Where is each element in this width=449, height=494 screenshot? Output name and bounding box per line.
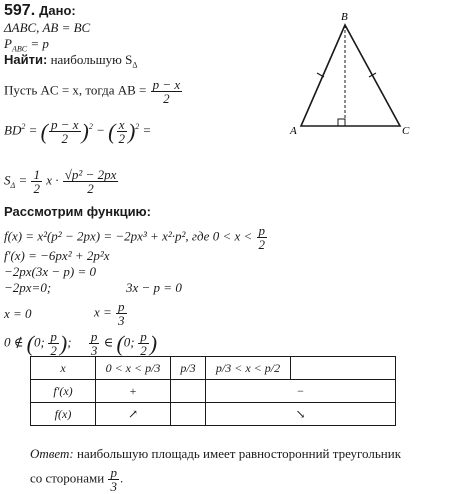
paren-open-2: ( <box>108 119 116 144</box>
derivative-line: f′(x) = −6px² + 2p²x <box>4 248 110 263</box>
let-num: p − x <box>152 77 181 92</box>
bd-minus: − <box>96 122 109 138</box>
table-cell <box>171 403 206 426</box>
answer-num: p <box>110 465 117 480</box>
mem-paren-2: ( <box>116 331 124 356</box>
problem-number <box>4 2 76 20</box>
triangle-figure <box>288 8 418 138</box>
membership-in: ∈ <box>100 334 117 350</box>
area-half-den: 2 <box>33 181 40 196</box>
mem-paren-2-close: ) <box>149 331 158 356</box>
area-half <box>31 168 42 195</box>
area-root-num: √p² − 2px <box>64 167 117 182</box>
table-header-cell: p/3 < x < p/2 <box>206 357 291 380</box>
right-angle-mark <box>338 119 345 126</box>
area-root-den: 2 <box>87 181 94 196</box>
mem-paren-1-close: ) <box>59 331 68 356</box>
function-def-text: f(x) = x²(p² − 2px) = −2px³ + x²·p², где 0 < x < <box>4 228 256 244</box>
root-b-num: p <box>118 299 125 314</box>
mem-frac1-den: 2 <box>50 343 57 358</box>
table-cell: − <box>206 380 396 403</box>
area-line <box>4 168 119 195</box>
perimeter-sub: ABC <box>11 44 28 54</box>
table-header-cell: x <box>31 357 96 380</box>
find-text: наибольшую S <box>50 52 133 67</box>
let-text: Пусть AC = x, тогда AB = <box>4 82 150 98</box>
area-eq: = <box>15 172 31 188</box>
table-cell: + <box>96 380 171 403</box>
given-label: Дано: <box>39 3 76 18</box>
find-line <box>4 52 137 73</box>
area-lhs: S <box>4 172 11 188</box>
bd-f1-den: 2 <box>61 131 68 146</box>
root-b-text: x = <box>94 304 116 320</box>
perimeter-lhs: P <box>4 36 12 51</box>
bd-f1-power: 2 <box>88 122 93 132</box>
mem-frac2-den: 3 <box>90 343 98 358</box>
find-sub: Δ <box>132 60 138 70</box>
let-line <box>4 78 183 105</box>
eq-b: 3x − p = 0 <box>126 280 182 295</box>
given-triangle: ΔABC, AB = BC <box>4 20 91 35</box>
table-header-cell: 0 < x < p/3 <box>96 357 171 380</box>
membership-sep: ; <box>67 334 72 350</box>
root-a: x = 0 <box>4 306 32 321</box>
area-root <box>63 168 119 195</box>
membership-frac-3 <box>138 330 149 357</box>
paren-open-1: ( <box>40 119 48 144</box>
vertex-a-label: A <box>290 125 297 137</box>
table-row-label: f(x) <box>31 403 96 426</box>
vertex-c-label: C <box>402 125 410 137</box>
paren-close-2: ) <box>127 119 136 144</box>
answer-text: наибольшую площадь имеет равносторонний треугольник <box>73 446 402 461</box>
membership-frac-2 <box>89 330 100 357</box>
mem-frac3-den: 2 <box>140 343 147 358</box>
problem-number-text: 597. <box>4 2 36 19</box>
mem-frac3-num: p <box>140 329 147 344</box>
table-row <box>31 403 396 426</box>
area-mid: x · <box>46 172 62 188</box>
mem-frac1-num: p <box>50 329 57 344</box>
find-label: Найти: <box>4 52 48 67</box>
let-den: 2 <box>163 91 170 106</box>
let-fraction <box>151 78 183 105</box>
table-row-label: f′(x) <box>31 380 96 403</box>
area-sub: Δ <box>10 181 16 191</box>
membership-zero: 0 ∉ <box>4 334 27 350</box>
mem-paren-1: ( <box>26 331 34 356</box>
root-b-den: 3 <box>118 313 125 328</box>
answer-line-2 <box>30 466 123 493</box>
bd-eq: = <box>25 122 41 138</box>
function-def-num: p <box>258 223 266 238</box>
function-def-den: 2 <box>258 237 266 252</box>
triangle-shape <box>301 25 400 126</box>
table-header-cell-empty <box>291 357 396 380</box>
consider-line: Рассмотрим функцию: <box>4 204 151 219</box>
table-header-row <box>31 357 396 380</box>
bd-f1-num: p − x <box>50 117 79 132</box>
membership-line: 0 ∉ (0; $\frac{p}{2}$ ); $\frac{p}{3}$ ∈ (0; $\frac{p}{2}$ ) <box>4 329 158 358</box>
table-cell: ↗ <box>96 403 171 426</box>
area-half-num: 1 <box>33 167 40 182</box>
answer-line2-text: со сторонами <box>30 470 108 486</box>
bd-line <box>4 118 151 145</box>
function-def-fraction <box>257 224 268 251</box>
perimeter-rhs: = p <box>27 36 49 51</box>
root-b <box>94 300 128 327</box>
table-header-cell: p/3 <box>171 357 206 380</box>
bd-tail: = <box>139 122 152 138</box>
bd-fraction-2 <box>116 118 127 145</box>
answer-den: 3 <box>110 479 117 494</box>
answer-end: . <box>119 470 124 486</box>
factor-line: −2px(3x − p) = 0 <box>4 264 97 279</box>
mem-frac2-num: p <box>90 329 98 344</box>
bd-f2-num: x <box>118 117 125 132</box>
bd-lhs: BD <box>4 122 22 138</box>
answer-fraction <box>108 466 119 493</box>
answer-label: Ответ: <box>30 446 74 461</box>
table-cell <box>171 380 206 403</box>
vertex-b-label: B <box>341 11 348 23</box>
paren-close-1: ) <box>81 119 89 144</box>
sign-table <box>30 356 396 426</box>
bd-fraction-1 <box>49 118 81 145</box>
answer-line <box>30 446 401 461</box>
function-def <box>4 224 268 251</box>
membership-frac-1 <box>48 330 59 357</box>
eq-a: −2px=0; <box>4 280 52 295</box>
table-row <box>31 380 396 403</box>
table-cell: ↘ <box>206 403 396 426</box>
bd-f2-den: 2 <box>118 131 125 146</box>
bd-sup: 2 <box>21 122 26 132</box>
root-b-fraction <box>116 300 127 327</box>
bd-f2-power: 2 <box>135 122 140 132</box>
